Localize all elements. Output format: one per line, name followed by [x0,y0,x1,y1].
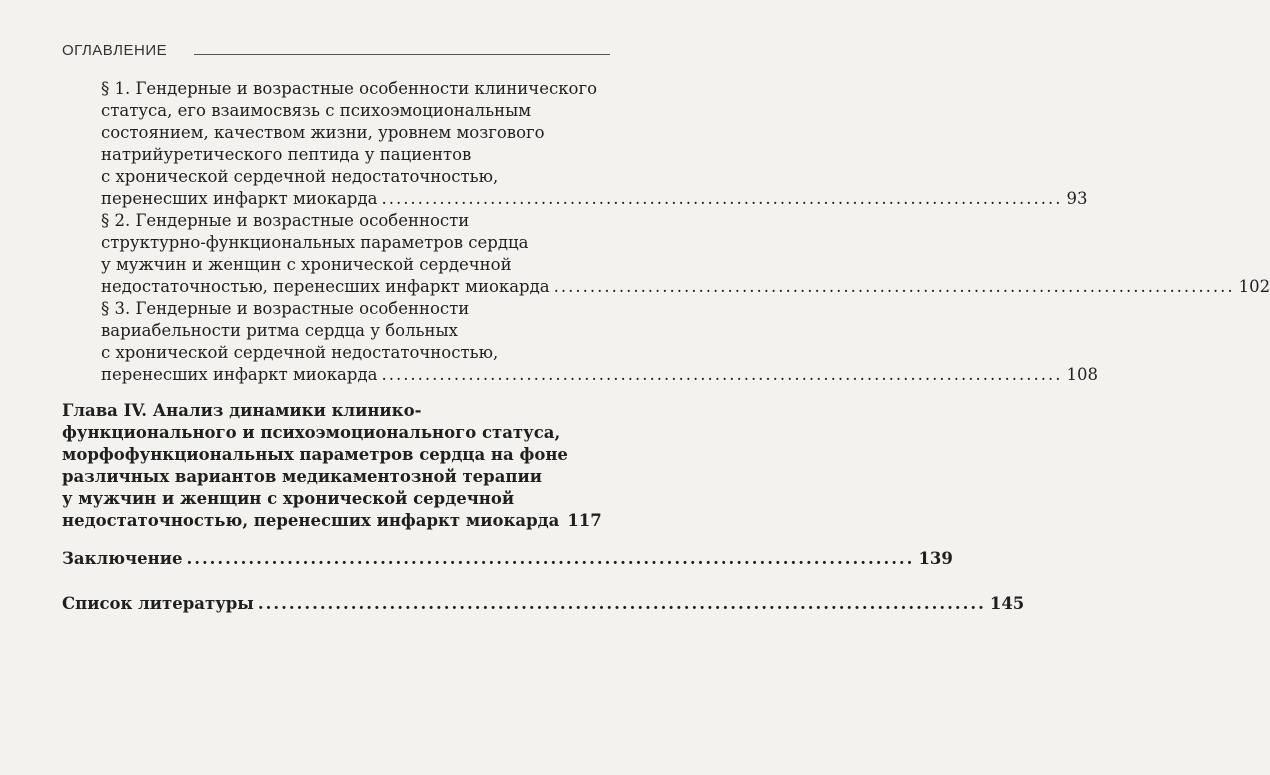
toc-line: структурно-функциональных параметров сердца [101,233,529,252]
dot-leader: .............................................................................................. [186,549,915,568]
toc-line-text: недостаточностью, перенесших инфаркт миокарда [101,277,550,296]
dot-leader: .............................................................................................. [381,189,1063,208]
toc-line: морфофункциональных параметров сердца на фоне [62,445,568,464]
toc-last-line [62,510,602,532]
page-header [62,40,610,64]
toc-entry-section-3[interactable] [101,298,1098,386]
page-number: 108 [1066,365,1098,384]
toc-line: § 3. Гендерные и возрастные особенности [101,299,470,318]
toc-line: с хронической сердечной недостаточностью, [101,343,499,362]
page-number: 139 [918,549,953,568]
toc-line: с хронической сердечной недостаточностью, [101,167,499,186]
page-number: 93 [1066,189,1088,208]
toc-entry-section-1[interactable] [101,78,1088,210]
toc-last-line [101,276,1270,298]
header-title: ОГЛАВЛЕНИЕ [62,42,168,59]
page-number: 102 [1238,277,1270,296]
toc-line: функционального и психоэмоционального статуса, [62,423,561,442]
toc-line: § 1. Гендерные и возрастные особенности клинического [101,79,598,98]
toc-line: § 2. Гендерные и возрастные особенности [101,211,470,230]
dot-leader: .............................................................................................. [381,365,1063,384]
toc-line-text: недостаточностью, перенесших инфаркт миокарда [62,511,560,530]
toc-entry-references[interactable] [62,593,1025,615]
page-number: 117 [567,511,602,530]
toc-last-line [62,593,1025,615]
toc-entry-conclusion[interactable] [62,548,953,570]
header-rule [194,54,610,55]
toc-last-line [62,548,953,570]
toc-line: у мужчин и женщин с хронической сердечной [62,489,515,508]
toc-line-text: Список литературы [62,594,254,613]
dot-leader: .............................................................................................. [553,277,1235,296]
toc-line: Глава IV. Анализ динамики клинико- [62,401,422,420]
toc-line-text: Заключение [62,549,183,568]
toc-line-text: перенесших инфаркт миокарда [101,189,378,208]
dot-leader: .............................................................................................. [257,594,986,613]
toc-line: состоянием, качеством жизни, уровнем мозгового [101,123,545,142]
toc-entry-chapter-4[interactable] [62,400,602,532]
toc-line: вариабельности ритма сердца у больных [101,321,458,340]
toc-last-line [101,364,1098,386]
toc-line: статуса, его взаимосвязь с психоэмоциональным [101,101,532,120]
toc-last-line [101,188,1088,210]
toc-line: натрийуретического пептида у пациентов [101,145,472,164]
toc-line: у мужчин и женщин с хронической сердечной [101,255,512,274]
toc-entry-section-2[interactable] [101,210,1270,298]
toc-line-text: перенесших инфаркт миокарда [101,365,378,384]
toc-line: различных вариантов медикаментозной терапии [62,467,542,486]
page-number: 145 [989,594,1025,613]
